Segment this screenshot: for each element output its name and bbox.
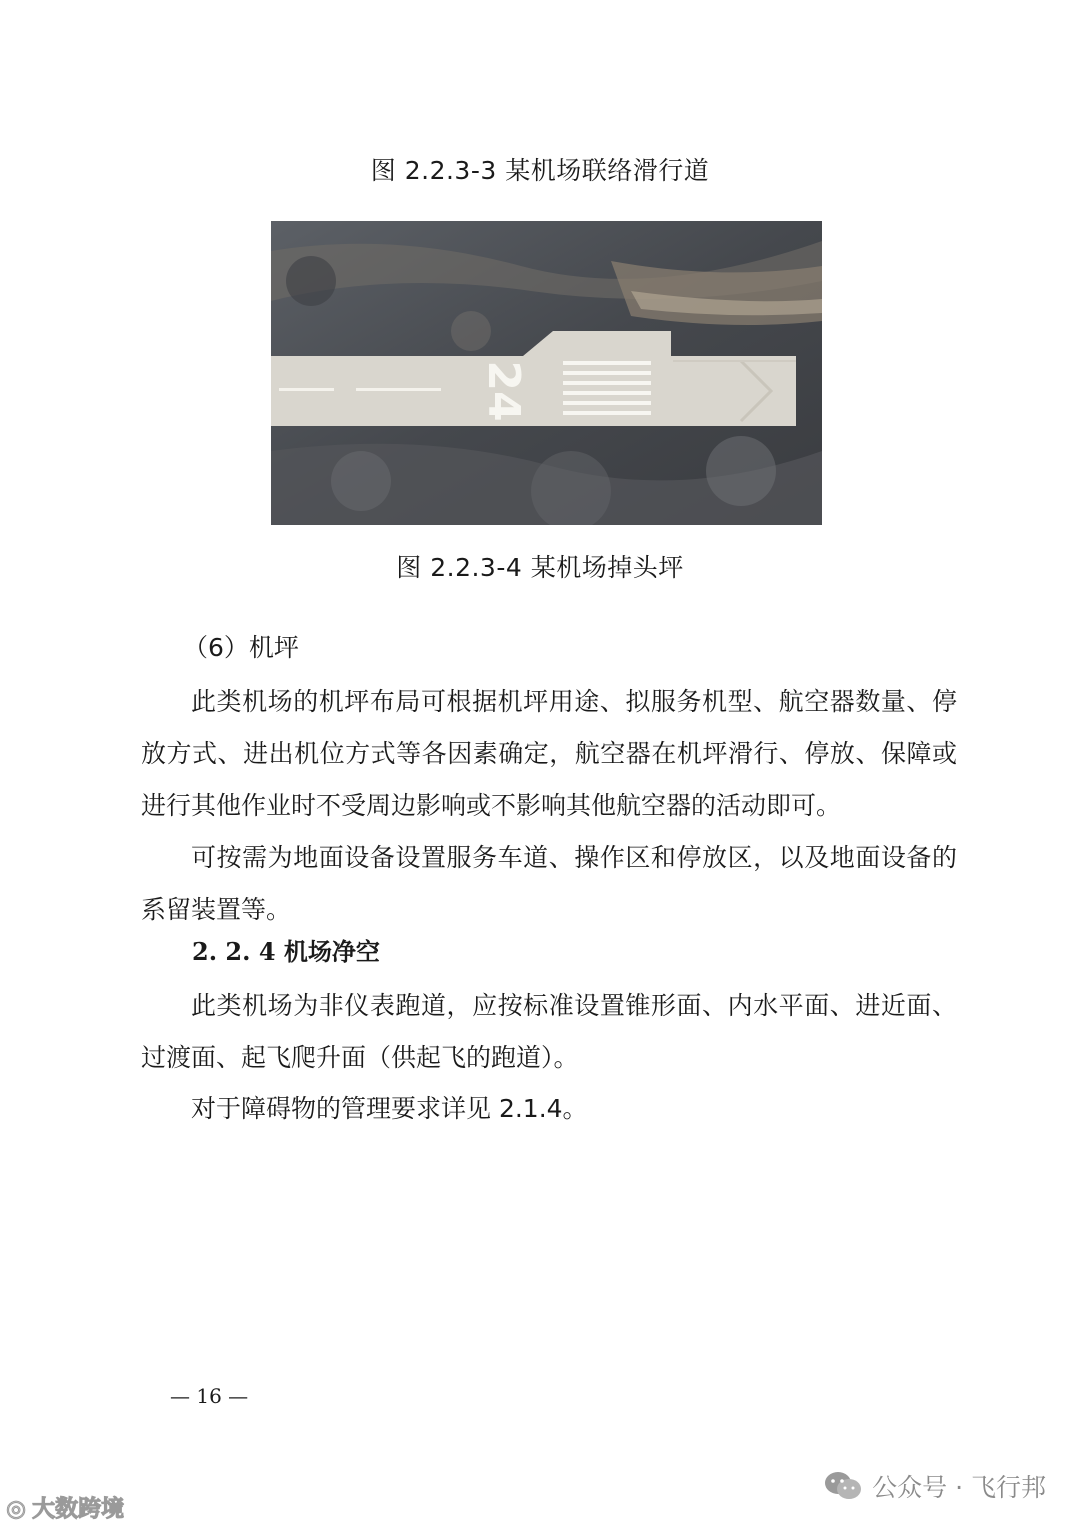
paragraph-apron-equipment: 可按需为地面设备设置服务车道、操作区和停放区，以及地面设备的系留装置等。: [141, 843, 957, 924]
wechat-icon: [824, 1471, 862, 1501]
watermark-left: [6, 1490, 124, 1523]
figure-4-caption: 图 2.2.3-4 某机场掉头坪: [396, 553, 684, 582]
watermark-left-text: 大数跨境: [32, 1496, 125, 1522]
paragraph-clearance-surfaces: 此类机场为非仪表跑道，应按标准设置锥形面、内水平面、进近面、过渡面、起飞爬升面（供起飞的跑道）。: [141, 991, 957, 1072]
aerial-photo-icon: [271, 221, 822, 525]
aerial-photo-turnaround-pad: [271, 221, 822, 525]
runway-number: 24: [478, 360, 529, 422]
link-icon: ◎: [6, 1496, 27, 1522]
section-224-heading: 2. 2. 4 机场净空: [192, 937, 380, 966]
watermark-right-text: 公众号 · 飞行邦: [872, 1473, 1046, 1502]
page-number: — 16 —: [170, 1384, 249, 1408]
figure-3-caption: 图 2.2.3-3 某机场联络滑行道: [370, 156, 710, 185]
paragraph-obstacle-reference: 对于障碍物的管理要求详见 2.1.4。: [191, 1094, 588, 1123]
section-apron-heading: （6）机坪: [183, 633, 299, 662]
paragraph-apron-layout: 此类机场的机坪布局可根据机坪用途、拟服务机型、航空器数量、停放方式、进出机位方式等各因素确定，航空器在机坪滑行、停放、保障或进行其他作业时不受周边影响或不影响其他航空器的活动即可。: [141, 687, 957, 820]
watermark-right: [824, 1468, 1046, 1504]
